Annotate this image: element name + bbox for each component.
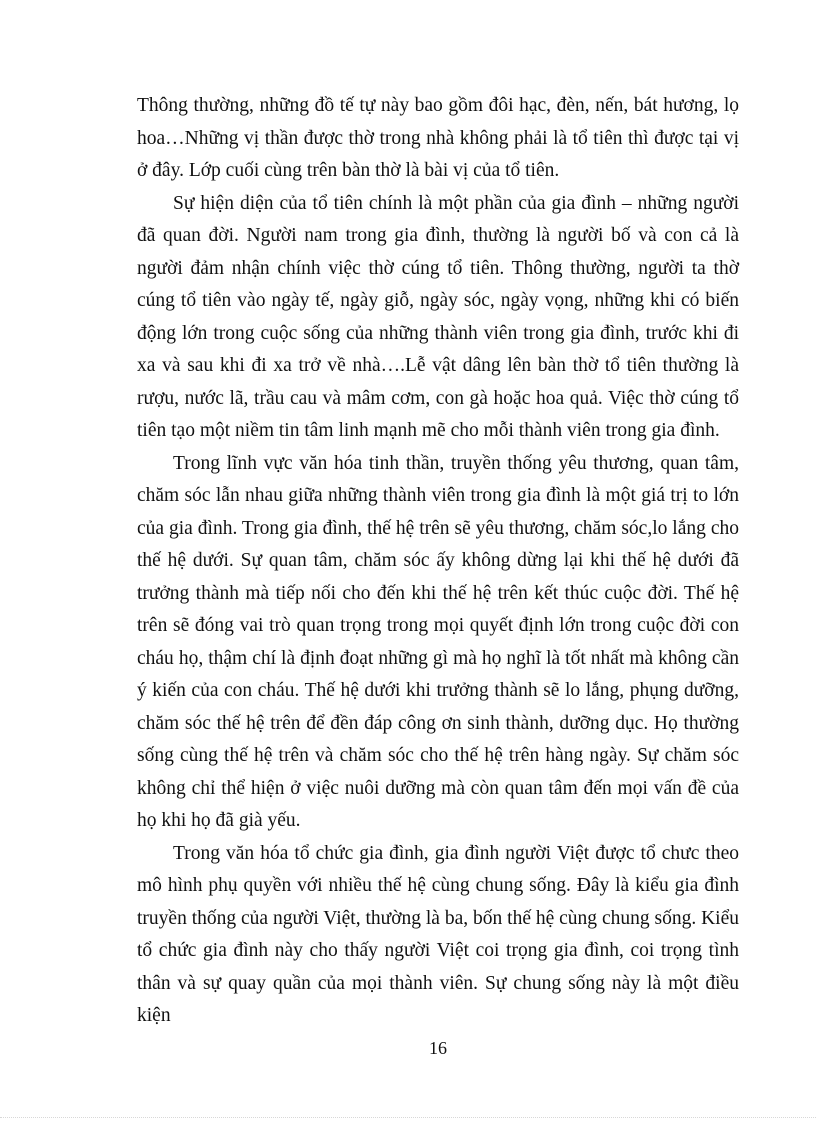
body-text [137, 90, 739, 1033]
paragraph-family-organization: Trong văn hóa tổ chức gia đình, gia đình người Việt được tổ chưc theo mô hình phụ quyền với nhiều thế hệ cùng chung sống. Đây là kiểu gia đình truyền thống của người Việt, thường là ba, bốn thế hệ cùng chung sống. Kiểu tổ chức gia đình này cho thấy người Việt coi trọng gia đình, coi trọng tình thân và sự quay quần của mọi thành viên. Sự chung sống này là một điều kiện [137, 842, 739, 1026]
page-edge-divider [0, 1117, 816, 1118]
paragraph-spiritual-culture: Trong lĩnh vực văn hóa tinh thần, truyền thống yêu thương, quan tâm, chăm sóc lẫn nhau giữa những thành viên trong gia đình là một giá trị to lớn của gia đình. Trong gia đình, thế hệ trên sẽ yêu thương, chăm sóc,lo lắng cho thế hệ dưới. Sự quan tâm, chăm sóc ấy không dừng lại khi thế hệ dưới đã trưởng thành mà tiếp nối cho đến khi thế hệ trên kết thúc cuộc đời. Thế hệ trên sẽ đóng vai trò quan trọng trong mọi quyết định lớn trong cuộc đời con cháu họ, thậm chí là định đoạt những gì mà họ nghĩ là tốt nhất mà không cần ý kiến của con cháu. Thế hệ dưới khi trưởng thành sẽ lo lắng, phụng dưỡng, chăm sóc thế hệ trên để đền đáp công ơn sinh thành, dưỡng dục. Họ thường sống cùng thế hệ trên và chăm sóc cho thế hệ trên hàng ngày. Sự chăm sóc không chỉ thể hiện ở việc nuôi dưỡng mà còn quan tâm đến mọi vấn đề của họ khi họ đã già yếu. [137, 452, 739, 831]
paragraph-continuation: Thông thường, những đồ tế tự này bao gồm đôi hạc, đèn, nến, bát hương, lọ hoa…Những vị thần được thờ trong nhà không phải là tổ tiên thì được tại vị ở đây. Lớp cuối cùng trên bàn thờ là bài vị của tổ tiên. [137, 95, 739, 181]
paragraph-ancestor-presence: Sự hiện diện của tổ tiên chính là một phần của gia đình – những người đã quan đời. Người nam trong gia đình, thường là người bố và con cả là người đảm nhận chính việc thờ cúng tổ tiên. Thông thường, người ta thờ cúng tổ tiên vào ngày tế, ngày giỗ, ngày sóc, ngày vọng, những khi có biến động lớn trong cuộc sống của những thành viên trong gia đình, trước khi đi xa và sau khi đi xa trở về nhà….Lễ vật dâng lên bàn thờ tổ tiên thường là rượu, nước lã, trầu cau và mâm cơm, con gà hoặc hoa quả. Việc thờ cúng tổ tiên tạo một niềm tin tâm linh mạnh mẽ cho mỗi thành viên trong gia đình. [137, 192, 739, 441]
page-number: 16 [429, 1038, 447, 1058]
